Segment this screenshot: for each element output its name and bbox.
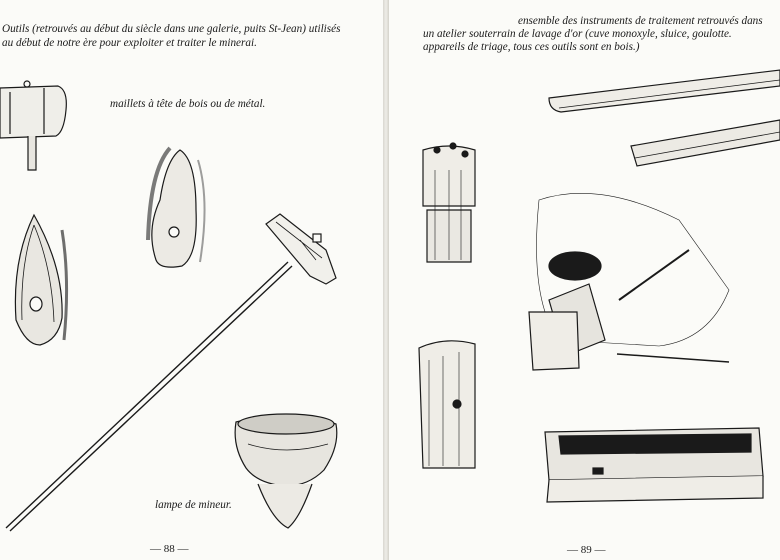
miner-lamp-drawing	[235, 414, 337, 528]
mallets-label: maillets à tête de bois ou de métal.	[110, 98, 266, 110]
right-caption-line-3: appareils de triage, tous ces outils sont en bois.)	[423, 41, 640, 53]
left-caption-line-2: au début de notre ère pour exploiter et traiter le minerai.	[2, 37, 257, 49]
left-page	[0, 0, 383, 560]
right-page-number: — 89 —	[567, 544, 606, 556]
lamp-label: lampe de mineur.	[155, 499, 232, 511]
dugout-tub-drawing	[545, 428, 763, 502]
cave-entrance-drawing	[529, 193, 729, 370]
stone-tool-head-drawing	[148, 148, 205, 267]
right-caption-line-1: ensemble des instruments de traitement retrouvés dans	[518, 15, 763, 27]
right-illustrations	[389, 0, 780, 560]
wooden-block-drawing	[419, 341, 475, 468]
stone-mallet-head-drawing	[15, 215, 66, 345]
right-caption-line-2: un atelier souterrain de lavage d'or (cuve monoxyle, sluice, goulotte.	[423, 28, 732, 40]
sluice-channel-drawing	[631, 120, 780, 166]
right-page	[389, 0, 780, 560]
left-caption-line-1: Outils (retrouvés au début du siècle dans une galerie, puits St-Jean) utilisés	[2, 23, 341, 35]
wooden-trough-drawing	[549, 70, 780, 112]
left-illustrations	[0, 0, 383, 560]
wooden-mallet-drawing	[0, 81, 66, 170]
left-page-number: — 88 —	[150, 543, 189, 555]
wooden-post-drawing	[423, 143, 475, 262]
